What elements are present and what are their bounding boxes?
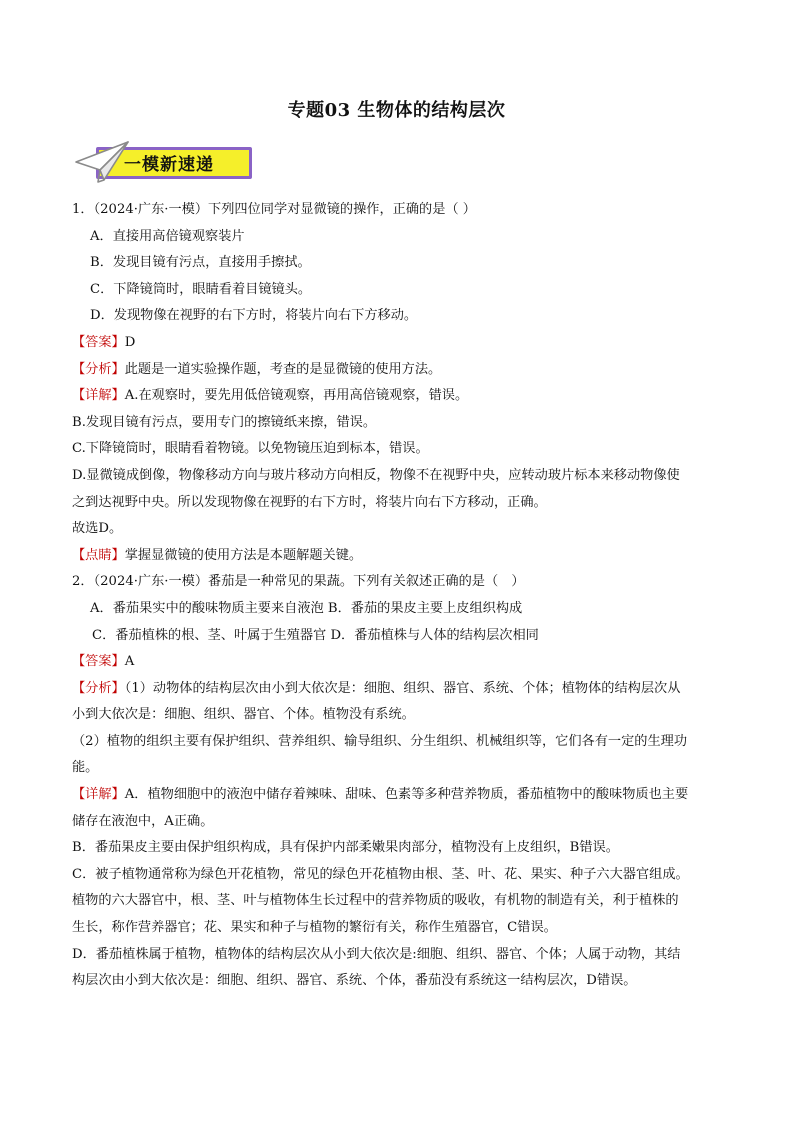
point-text: 掌握显微镜的使用方法是本题解题关键。: [124, 547, 363, 563]
q1-detail-d1: D.显微镜成倒像，物像移动方向与玻片移动方向相反，物像不在视野中央，应转动玻片标本来移动物像使: [72, 467, 680, 483]
detail-tag: 【详解】: [72, 388, 125, 404]
analysis-text: 此题是一道实验操作题，考查的是显微镜的使用方法。: [124, 361, 442, 377]
q1-detail-a: [72, 383, 732, 410]
q2-analysis-2b: 能。: [72, 760, 99, 776]
q2-options-row2: C．番茄植株的根、茎、叶属于生殖器官 D．番茄植株与人体的结构层次相同: [92, 627, 539, 643]
q2-detail-d2: 构层次由小到大依次是：细胞、组织、器官、系统、个体，番茄没有系统这一结构层次，D错误。: [72, 973, 637, 989]
q1-analysis: [72, 357, 732, 384]
q2-detail-c3: 生长，称作营养器官；花、果实和种子与植物的繁衍有关，称作生殖器官，C错误。: [72, 920, 557, 936]
q2-analysis-1b: 小到大依次是：细胞、组织、器官、个体。植物没有系统。: [72, 707, 415, 723]
point-tag: 【点睛】: [72, 547, 125, 563]
q2-options-row1: A．番茄果实中的酸味物质主要来自液泡 B．番茄的果皮主要上皮组织构成: [90, 600, 523, 616]
q1-point: [72, 543, 732, 570]
q1-option-b: B．发现目镜有污点，直接用手擦拭。: [90, 255, 311, 271]
q2-detail-c2: 植物的六大器官中，根、茎、叶与植物体生长过程中的营养物质的吸收，有机物的制造有关，利于植株的: [72, 893, 679, 909]
q1-stem: 1．（2024·广东·一模）下列四位同学对显微镜的操作，正确的是（ ）: [72, 202, 476, 217]
q1-detail-d2: 之到达视野中央。所以发现物像在视野的右下方时，将装片向右下方移动，正确。: [72, 494, 547, 510]
answer-value: D: [124, 334, 136, 350]
analysis-tag: 【分析】: [72, 361, 125, 377]
analysis-text: （1）动物体的结构层次由小到大依次是：细胞、组织、器官、系统、个体；植物体的结构层次从: [124, 680, 681, 696]
q1-option-d: D．发现物像在视野的右下方时，将装片向右下方移动。: [90, 308, 418, 324]
paper-plane-icon: [74, 140, 130, 186]
detail-tag: 【详解】: [72, 787, 125, 803]
q1-answer: [72, 330, 732, 357]
q1-option-c: C．下降镜筒时，眼睛看着目镜镜头。: [90, 281, 312, 297]
banner-text: 一模新速递: [124, 155, 214, 175]
answer-tag: 【答案】: [72, 654, 125, 670]
q2-answer: [72, 649, 732, 676]
answer-tag: 【答案】: [72, 334, 125, 350]
q2-detail-c1: C．被子植物通常称为绿色开花植物，常见的绿色开花植物由根、茎、叶、花、果实、种子六大器官组成。: [72, 866, 689, 882]
q2-analysis-2a: （2）植物的组织主要有保护组织、营养组织、输导组织、分生组织、机械组织等，它们各有一定的生理功: [72, 733, 688, 749]
q2-analysis-1a: [72, 676, 732, 703]
q2-detail-d1: D．番茄植株属于植物，植物体的结构层次从小到大依次是:细胞、组织、器官、个体；人属于动物，其结: [72, 946, 681, 962]
page-title: 专题03 生物体的结构层次: [287, 100, 506, 121]
section-banner: [74, 140, 264, 188]
analysis-tag: 【分析】: [72, 680, 125, 696]
detail-text: A．植物细胞中的液泡中储存着辣味、甜味、色素等多种营养物质，番茄植物中的酸味物质也主要: [124, 787, 689, 803]
q1-detail-c: C.下降镜筒时，眼睛看着物镜。以免物镜压迫到标本，错误。: [72, 441, 429, 457]
q2-detail-b: B．番茄果皮主要由保护组织构成，具有保护内部柔嫩果肉部分，植物没有上皮组织，B错误。: [72, 840, 619, 856]
q1-conclusion: 故选D。: [72, 521, 123, 537]
question-content: [72, 197, 732, 995]
q2-stem: 2．（2024·广东·一模）番茄是一种常见的果蔬。下列有关叙述正确的是（ ）: [72, 574, 525, 590]
q1-option-a: A．直接用高倍镜观察装片: [90, 228, 245, 244]
q1-detail-b: B.发现目镜有污点，要用专门的擦镜纸来擦，错误。: [72, 414, 377, 430]
q2-detail-a2: 储存在液泡中，A正确。: [72, 813, 214, 829]
detail-text: A.在观察时，要先用低倍镜观察，再用高倍镜观察，错误。: [124, 388, 469, 404]
q2-detail-a1: [72, 782, 732, 809]
answer-value: A: [124, 654, 135, 670]
